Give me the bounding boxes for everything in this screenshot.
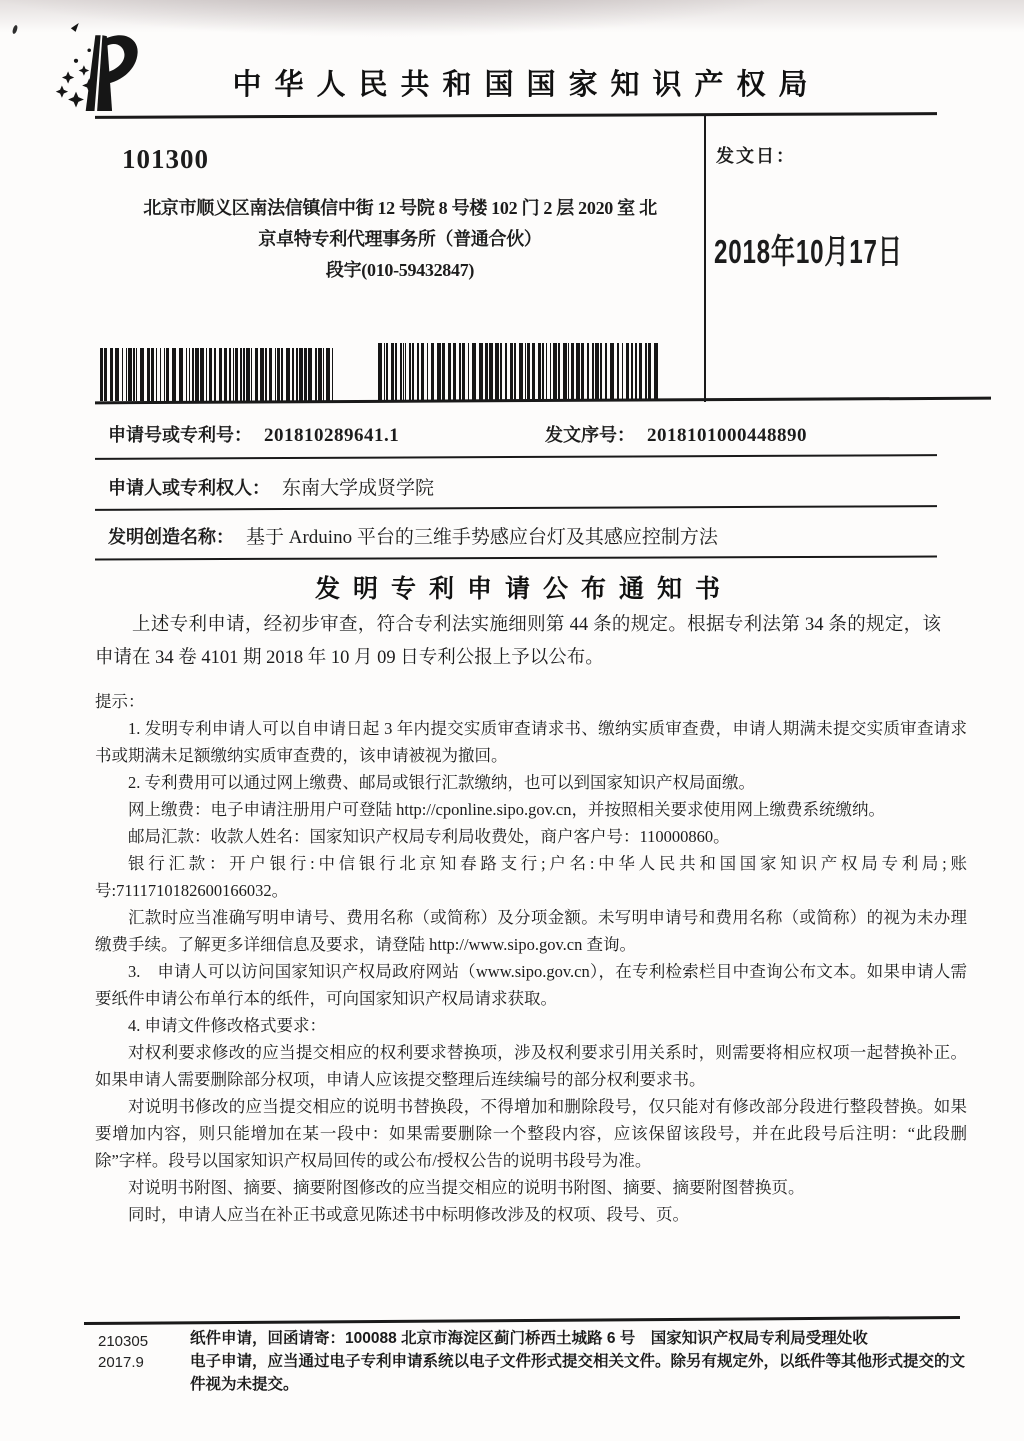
tips-item: 对说明书附图、摘要、摘要附图修改的应当提交相应的说明书附图、摘要、摘要附图替换页。 xyxy=(128,1178,805,1197)
barcode-left xyxy=(100,348,338,401)
tips-item: 1. 发明专利申请人可以自申请日起 3 年内提交实质审查请求书、缴纳实质审查费，申请人期满未提交实质审查请求书或期满未足额缴纳实质审查费的，该申请被视为撤回。 xyxy=(95,719,967,765)
sipo-logo-icon xyxy=(54,28,142,120)
notice-title: 发明专利申请公布通知书 xyxy=(314,575,733,603)
dispatch-date-value: 2018年10月17日 xyxy=(714,232,903,271)
address-line: 京卓特专利代理事务所（普通合伙） xyxy=(258,229,542,249)
vertical-divider xyxy=(704,116,706,402)
header-divider xyxy=(95,112,937,119)
tips-item: 同时，申请人应当在补正书或意见陈述书中标明修改涉及的权项、段号、页。 xyxy=(128,1205,689,1224)
tips-item: 对说明书修改的应当提交相应的说明书替换段，不得增加和删除段号，仅只能对有修改部分段进行整段替换。如果要增加内容，则只能增加在某一段中：如果需要删除一个整段内容，应该保留该段号，并在此段号后注明：“此段删除”字样。段号以国家知识产权局回传的或公布/授权公告的说明书段号为准。 xyxy=(95,1097,967,1170)
dispatch-serial-value: 2018101000448890 xyxy=(647,425,807,446)
tips-item: 3. 申请人可以访问国家知识产权局政府网站（www.sipo.gov.cn），在专利检索栏目中查询公布文本。如果申请人需要纸件申请公布单行本的纸件，可向国家知识产权局请求获取。 xyxy=(95,962,967,1008)
footer-divider xyxy=(84,1316,960,1325)
footer-note-paper: 纸件申请，回函请寄：100088 北京市海淀区蓟门桥西土城路 6 号 国家知识产权局专利局受理处收 xyxy=(190,1330,868,1347)
dispatch-serial-label: 发文序号： xyxy=(545,425,635,445)
tips-heading: 提示： xyxy=(95,692,145,711)
tips-item: 邮局汇款：收款人姓名：国家知识产权局专利局收费处，商户客户号：110000860。 xyxy=(128,827,730,846)
dispatch-serial-cell xyxy=(545,421,807,447)
row-divider xyxy=(95,505,937,511)
invention-title-row xyxy=(108,522,968,549)
tips-item: 网上缴费：电子申请注册用户可登陆 http://cponline.sipo.gov.cn，并按照相关要求使用网上缴费系统缴纳。 xyxy=(128,800,885,819)
address-line: 北京市顺义区南法信镇信中街 12 号院 8 号楼 102 门 2 层 2020 室 北 xyxy=(143,198,657,218)
barcode-right xyxy=(378,343,661,400)
form-date: 2017.9 xyxy=(98,1354,144,1371)
footer-notes xyxy=(190,1327,972,1396)
dispatch-date-label: 发文日： xyxy=(716,146,796,166)
tips-section xyxy=(95,688,967,1228)
applicant-row xyxy=(108,473,968,500)
invention-title-value: 基于 Arduino 平台的三维手势感应台灯及其感应控制方法 xyxy=(246,527,718,548)
tips-item: 4. 申请文件修改格式要求： xyxy=(128,1016,326,1035)
application-number-value: 201810289641.1 xyxy=(264,425,400,446)
recipient-address xyxy=(100,193,700,286)
applicant-value: 东南大学成贤学院 xyxy=(282,478,435,499)
application-number-row xyxy=(108,421,968,447)
scan-shading-artifact xyxy=(0,0,1024,38)
tips-item: 2. 专利费用可以通过网上缴费、邮局或银行汇款缴纳，也可以到国家知识产权局面缴。 xyxy=(128,773,755,792)
row-divider xyxy=(95,556,937,561)
tips-item: 银行汇款：开户银行:中信银行北京知春路支行;户名:中华人民共和国国家知识产权局专利局;账号:7111710182600166032。 xyxy=(95,854,967,900)
applicant-label: 申请人或专利权人： xyxy=(108,478,270,498)
tips-item: 汇款时应当准确写明申请号、费用名称（或简称）及分项金额。未写明申请号和费用名称（或简称）的视为未办理缴费手续。了解更多详细信息及要求，请登陆 http://www.sipo.gov.cn 查询。 xyxy=(95,908,967,954)
footer-note-electronic: 电子申请，应当通过电子专利申请系统以电子文件形式提交相关文件。除另有规定外，以纸件等其他形式提交的文件视为未提交。 xyxy=(190,1353,966,1393)
agency-title: 中华人民共和国国家知识产权局 xyxy=(232,69,821,101)
tips-item: 对权利要求修改的应当提交相应的权利要求替换项，涉及权利要求引用关系时，则需要将相应权项一起替换补正。如果申请人需要删除部分权项，申请人应该提交整理后连续编号的部分权利要求书。 xyxy=(95,1043,967,1089)
notice-paragraph: 上述专利申请，经初步审查，符合专利法实施细则第 44 条的规定。根据专利法第 34 条的规定，该申请在 34 卷 4101 期 2018 年 10 月 09 日专利公报上予以公布。 xyxy=(95,615,941,668)
row-divider xyxy=(95,454,937,460)
form-number: 210305 xyxy=(98,1333,149,1350)
form-identifier xyxy=(98,1331,148,1373)
application-number-label: 申请号或专利号： xyxy=(108,425,252,445)
invention-title-label: 发明创造名称： xyxy=(108,527,234,547)
address-line: 段宇(010-59432847) xyxy=(325,260,475,280)
recipient-postal-code: 101300 xyxy=(122,144,209,174)
